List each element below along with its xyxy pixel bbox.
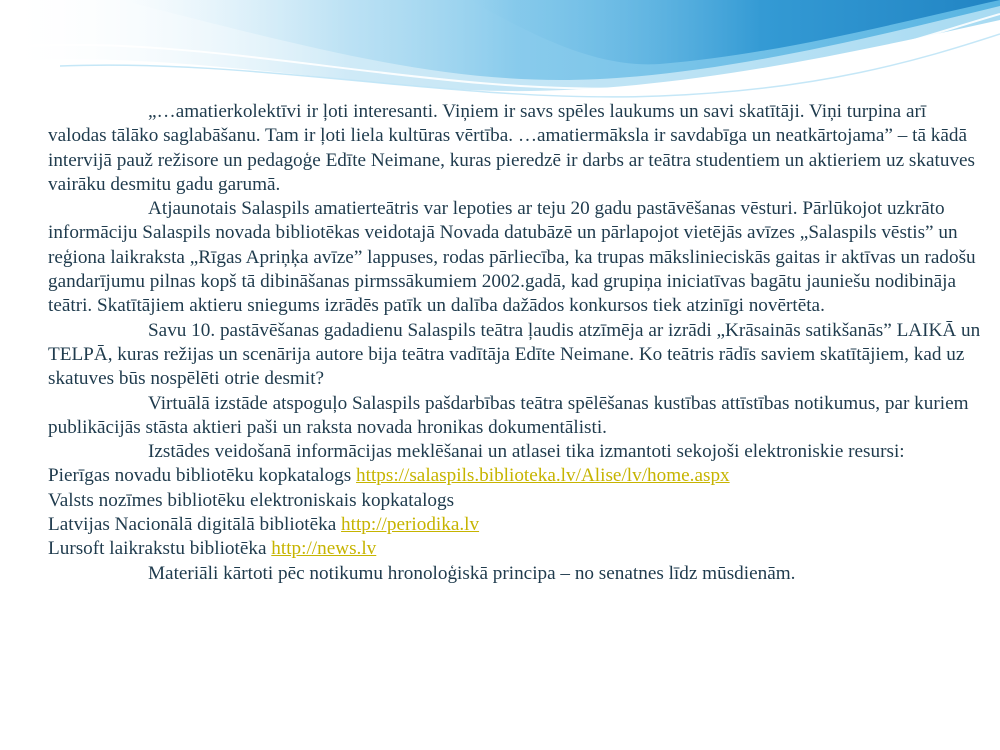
resource-item bbox=[48, 537, 988, 561]
resource-label: Valsts nozīmes bibliotēku elektroniskais kopkatalogs bbox=[48, 489, 455, 511]
resource-link[interactable]: https://salaspils.biblioteka.lv/Alise/lv/home.aspx bbox=[356, 465, 730, 487]
paragraph-resources-intro: Izstādes veidošanā informācijas meklēšanai un atlasei tika izmantoti sekojoši elektroniskie resursi: bbox=[148, 441, 905, 463]
paragraph-history: Atjaunotais Salaspils amatierteātris var lepoties ar teju 20 gadu pastāvēšanas vēsturi. Pārlūkojot uzkrāto informāciju Salaspils novada bibliotēkas veidotajā Novada datubāzē un pārlapojot vietējās avīzes „Salaspils vēstis” un reģiona laikraksta „Rīgas Apriņķa avīze” lappuses, rodas pārliecība, ka trupas mākslinieciskās gaitas ir aktīvas un radošu gandarījumu pilnas kopš tā dibināšanas pirmssākumiem 2002.gadā, kad grupiņa iniciatīvas bagātu jauniešu nodibināja teātri. Skatītājiem aktieru sniegums izrādēs patīk un dalība dažādos konkursos tiek atzinīgi novērtēta. bbox=[48, 198, 976, 317]
resource-label: Latvijas Nacionālā digitālā bibliotēka bbox=[48, 514, 342, 536]
resource-label: Pierīgas novadu bibliotēku kopkatalogs bbox=[48, 465, 357, 487]
resource-item bbox=[48, 464, 988, 488]
resource-link[interactable]: http://news.lv bbox=[271, 538, 377, 560]
resource-item bbox=[48, 513, 988, 537]
resource-link[interactable]: http://periodika.lv bbox=[341, 514, 480, 536]
paragraph-closing: Materiāli kārtoti pēc notikumu hronoloģiskā principa – no senatnes līdz mūsdienām. bbox=[148, 562, 796, 584]
paragraph-quote: „…amatierkolektīvi ir ļoti interesanti. Viņiem ir savs spēles laukums un savi skatītāji. Viņi turpina arī valodas tālāko saglabāšanu. Tam ir ļoti liela kultūras vērtība. …amatiermāksla ir savdabīga un neatkārtojama” – tā kādā intervijā pauž režisore un pedagoģe Edīte Neimane, kuras pieredzē ir darbs ar teātra studentiem un aktieriem uz skatuves vairāku desmitu gadu garumā. bbox=[48, 101, 976, 195]
paragraph-exhibition: Virtuālā izstāde atspoguļo Salaspils pašdarbības teātra spēlēšanas kustības attīstības notikumus, par kuriem publikācijās stāsta aktieri paši un raksta novada hronikas dokumentālisti. bbox=[48, 392, 969, 438]
slide-text bbox=[48, 100, 988, 586]
resource-item bbox=[48, 489, 988, 513]
resource-label: Lursoft laikrakstu bibliotēka bbox=[48, 538, 272, 560]
paragraph-anniversary: Savu 10. pastāvēšanas gadadienu Salaspils teātra ļaudis atzīmēja ar izrādi „Krāsainās satikšanās” LAIKĀ un TELPĀ, kuras režijas un scenārija autore bija teātra vadītāja Edīte Neimane. Ko teātris rādīs saviem skatītājiem, kad uz skatuves būs nospēlēti otrie desmit? bbox=[48, 319, 981, 390]
